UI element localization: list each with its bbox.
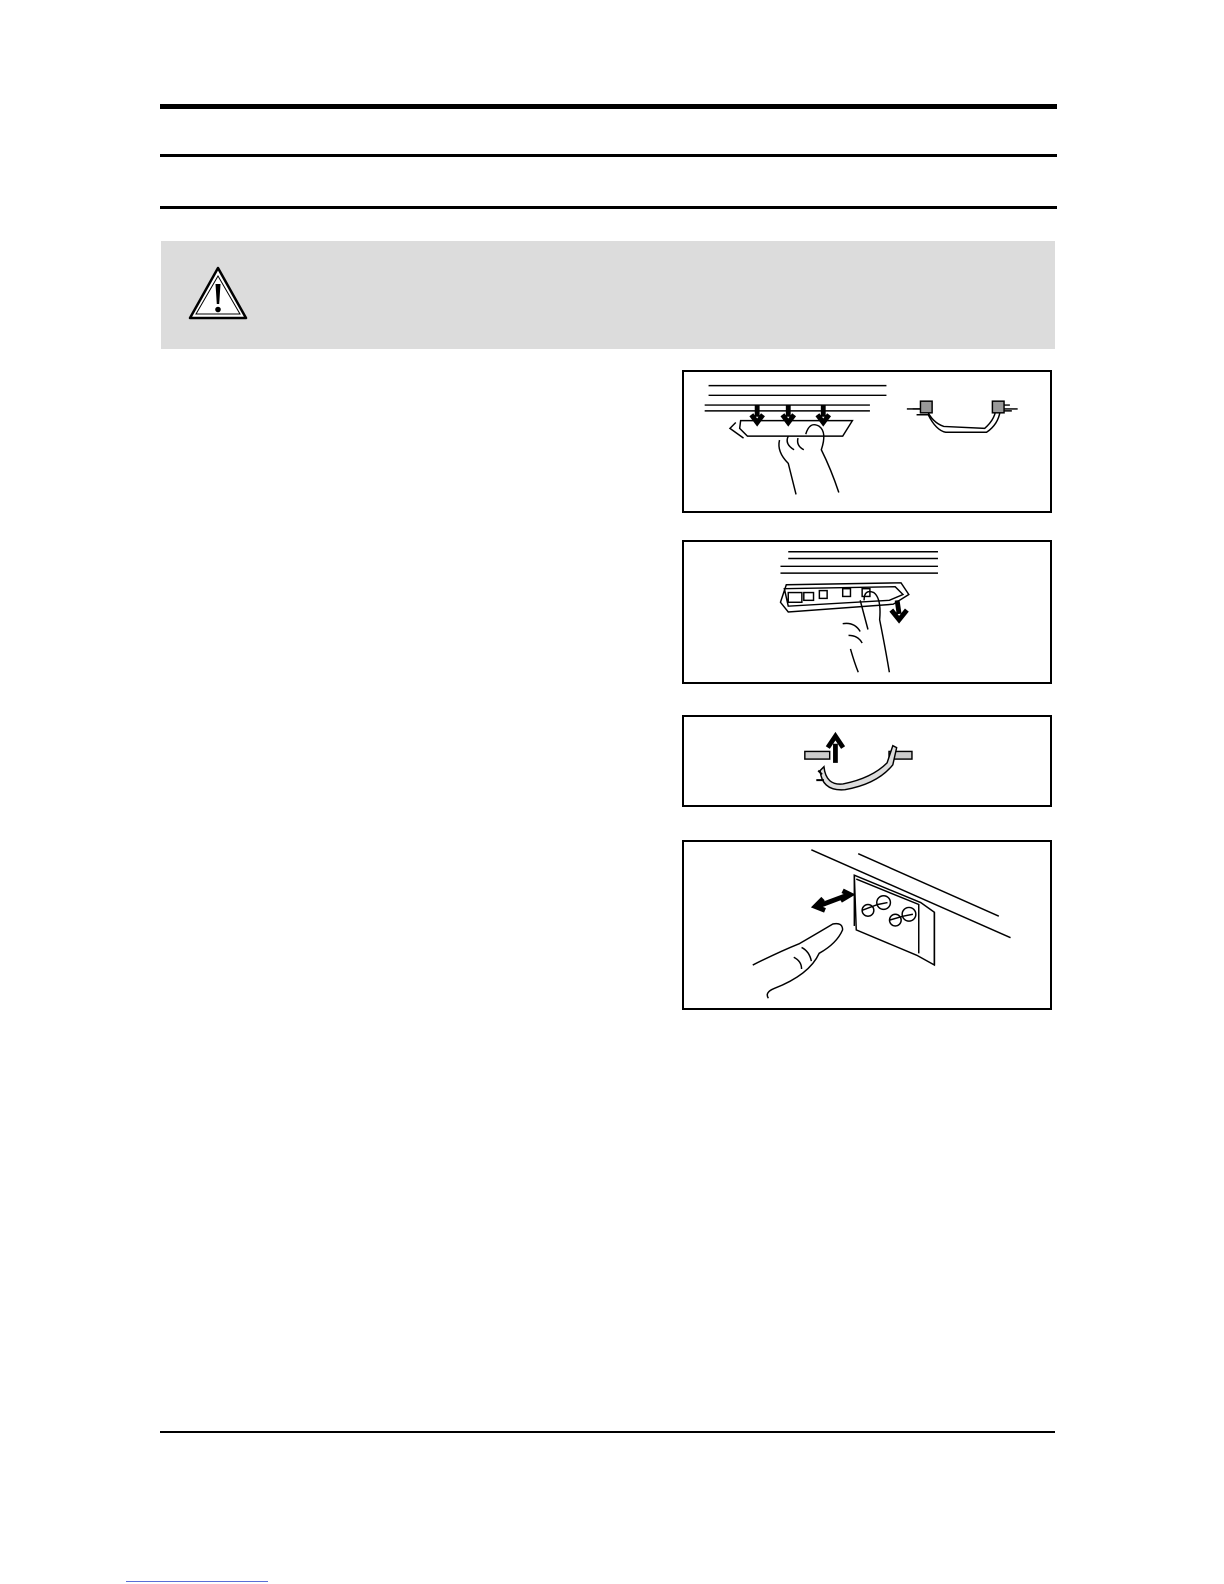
section-rule bbox=[160, 206, 1057, 209]
hand-pulling-grille-icon bbox=[684, 372, 1050, 511]
warning-triangle-icon bbox=[187, 265, 249, 321]
curved-clip-release-icon bbox=[684, 717, 1050, 805]
header-rule bbox=[160, 154, 1057, 157]
figure-clip-release bbox=[682, 715, 1052, 807]
figure-grille-pull bbox=[682, 370, 1052, 513]
hand-opening-panel-icon bbox=[684, 542, 1050, 682]
header-rule-thick bbox=[160, 104, 1057, 109]
figure-panel-open bbox=[682, 540, 1052, 684]
warning-box bbox=[161, 241, 1055, 349]
footer-rule bbox=[160, 1431, 1055, 1433]
footer-link-underline[interactable] bbox=[126, 1581, 268, 1582]
finger-pressing-switch-icon bbox=[684, 842, 1050, 1008]
figure-switch-press bbox=[682, 840, 1052, 1010]
